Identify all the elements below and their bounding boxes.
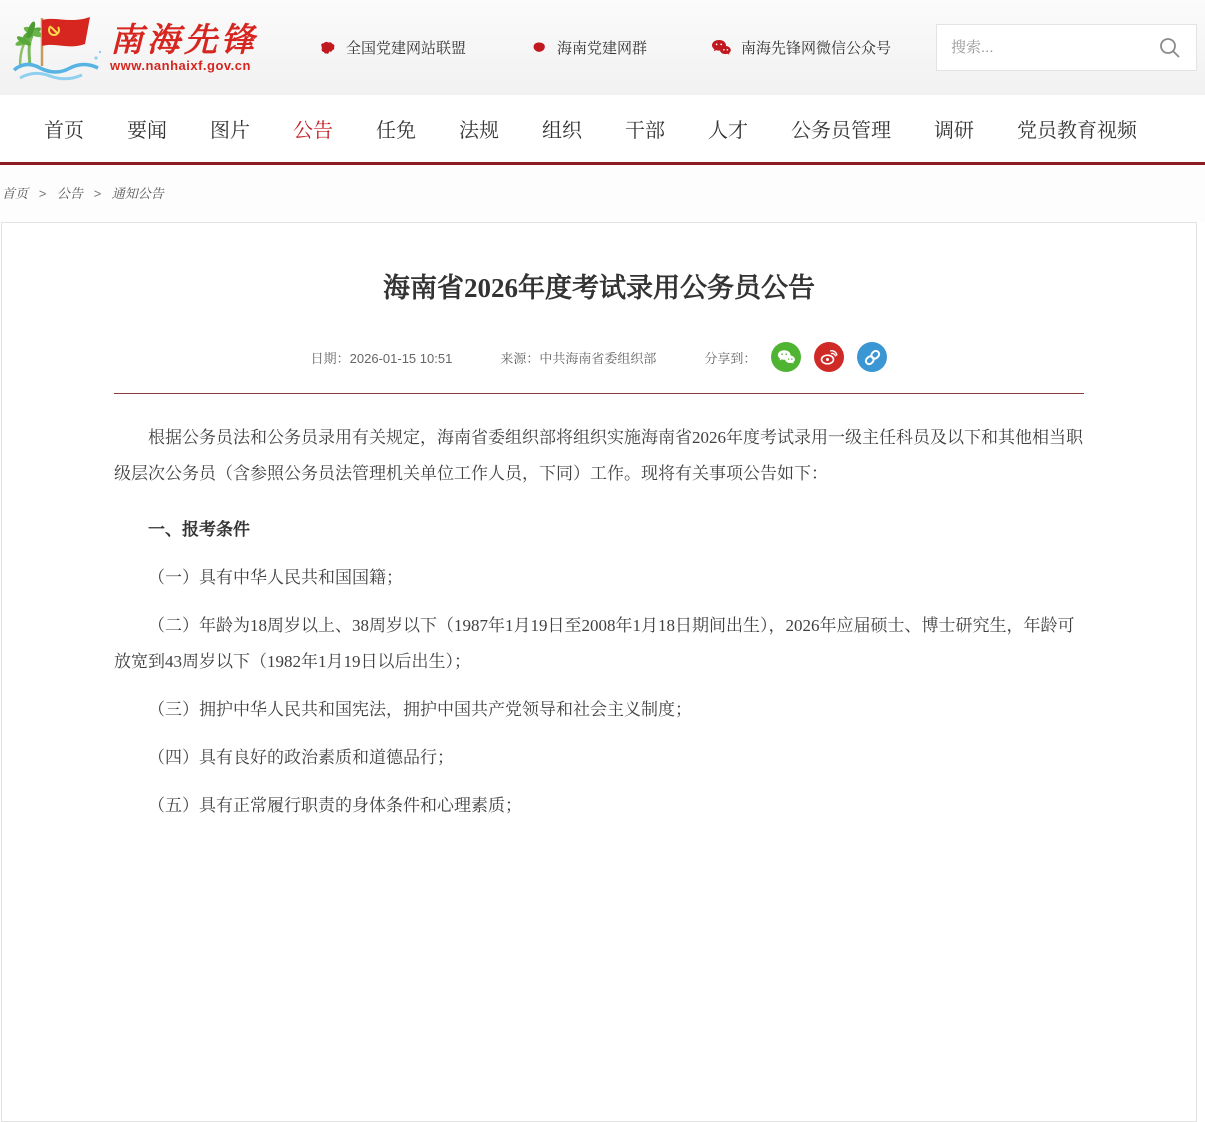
article-container — [1, 222, 1197, 1122]
nav-item-research[interactable]: 调研 — [934, 120, 974, 142]
article-paragraph: （四）具有良好的政治素质和道德品行； — [148, 748, 454, 767]
date-label: 日期： — [310, 350, 350, 366]
article-meta — [114, 342, 1084, 372]
article-body — [114, 420, 1084, 824]
site-logo[interactable] — [0, 8, 300, 88]
article-date — [311, 348, 453, 367]
nav-item-news[interactable]: 要闻 — [127, 120, 167, 142]
nav-item-cadres[interactable]: 干部 — [625, 120, 665, 142]
breadcrumb-home[interactable]: 首页 — [2, 186, 29, 201]
nav-item-appointments[interactable]: 任免 — [376, 120, 416, 142]
header-link-label: 海南党建网群 — [557, 40, 648, 57]
breadcrumb-notice-announcements[interactable]: 通知公告 — [111, 186, 164, 201]
article-paragraph: （三）拥护中华人民共和国宪法，拥护中国共产党领导和社会主义制度； — [148, 700, 692, 719]
nav-item-civil-servant-mgmt[interactable]: 公务员管理 — [791, 120, 891, 142]
article-paragraph: 根据公务员法和公务员录用有关规定，海南省委组织部将组织实施海南省2026年度考试录用一级主任科员及以下和其他相当职级层次公务员（含参照公务员法管理机关单位工作人员，下同）工作。现将有关事项公告如下： — [114, 428, 1083, 483]
wechat-icon — [711, 39, 732, 56]
breadcrumb-separator: > — [38, 186, 47, 201]
nav-item-home[interactable]: 首页 — [44, 120, 84, 142]
search-box — [936, 24, 1197, 71]
nav-item-photos[interactable]: 图片 — [210, 120, 250, 142]
header-links — [318, 37, 891, 58]
meta-divider — [114, 393, 1084, 394]
link-share-icon[interactable] — [857, 342, 887, 372]
breadcrumb — [2, 183, 1205, 202]
header-link-label: 全国党建网站联盟 — [346, 40, 467, 57]
date-value: 2026-01-15 10:51 — [349, 350, 453, 366]
link-wechat-account[interactable] — [711, 37, 891, 58]
main-nav — [0, 95, 1205, 165]
article-title: 海南省2026年度考试录用公务员公告 — [383, 273, 815, 303]
logo-graphic-icon — [8, 8, 108, 88]
weibo-share-icon[interactable] — [814, 342, 844, 372]
article-paragraph: （一）具有中华人民共和国国籍； — [148, 568, 403, 587]
site-url: www.nanhaixf.gov.cn — [110, 58, 251, 74]
link-hainan-party-network[interactable] — [530, 37, 647, 58]
nav-item-member-education-video[interactable]: 党员教育视频 — [1017, 120, 1137, 142]
article-paragraph: （五）具有正常履行职责的身体条件和心理素质； — [148, 796, 522, 815]
article-paragraph: （二）年龄为18周岁以上、38周岁以下（1987年1月19日至2008年1月18日期间出生），2026年应届硕士、博士研究生，年龄可放宽到43周岁以下（1982年1月19日以后出生）； — [114, 616, 1075, 671]
share-group — [704, 342, 887, 372]
hainan-map-icon — [530, 40, 548, 55]
page-header — [0, 0, 1205, 95]
search-icon[interactable] — [1158, 36, 1182, 60]
nav-item-regulations[interactable]: 法规 — [459, 120, 499, 142]
article-source — [500, 348, 656, 367]
nav-item-announcements[interactable]: 公告 — [293, 120, 333, 142]
source-label: 来源： — [500, 350, 540, 366]
breadcrumb-separator: > — [93, 186, 102, 201]
breadcrumb-announcements[interactable]: 公告 — [56, 186, 83, 201]
breadcrumb-band — [0, 165, 1205, 222]
search-input[interactable] — [951, 39, 1158, 56]
section-heading: 一、报考条件 — [148, 520, 250, 539]
china-map-icon — [318, 40, 337, 56]
link-national-party-sites[interactable] — [318, 37, 466, 58]
header-link-label: 南海先锋网微信公众号 — [741, 40, 892, 57]
nav-item-talent[interactable]: 人才 — [708, 120, 748, 142]
site-name: 南海先锋 — [110, 19, 258, 59]
source-value: 中共海南省委组织部 — [539, 350, 657, 366]
wechat-share-icon[interactable] — [771, 342, 801, 372]
logo-text — [110, 19, 258, 74]
nav-item-organization[interactable]: 组织 — [542, 120, 582, 142]
share-label: 分享到： — [704, 350, 757, 366]
